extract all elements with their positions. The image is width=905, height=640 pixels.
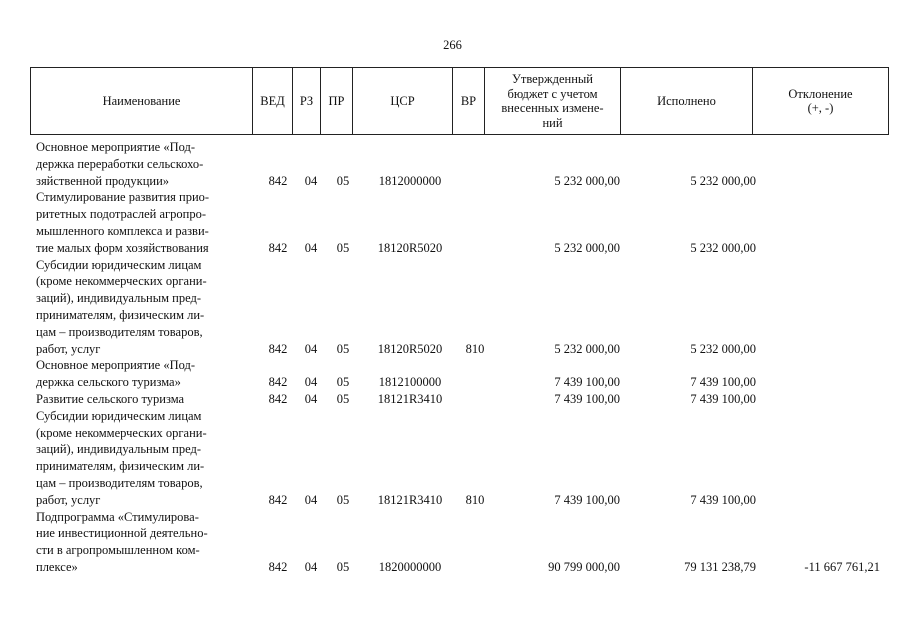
- table-row: [0, 357, 905, 391]
- row-name-line: Развитие сельского туризма: [36, 391, 185, 406]
- row-name-line: работ, услуг: [36, 492, 101, 507]
- row-pr: 05: [336, 341, 350, 356]
- row-ved: 842: [268, 173, 288, 188]
- row-csr: 18120R5020: [377, 341, 443, 356]
- row-name-line: Субсидии юридическим лицам: [36, 257, 202, 272]
- table-row: [0, 257, 905, 358]
- row-rz: 04: [304, 173, 318, 188]
- row-name: [36, 408, 251, 509]
- row-pr: 05: [336, 492, 350, 507]
- row-name-line: держка переработки сельскохо-: [36, 156, 204, 171]
- row-csr: 1812100000: [378, 375, 442, 390]
- row-rz: 04: [304, 559, 318, 574]
- row-ved: 842: [268, 240, 288, 255]
- header-ved: ВЕД: [253, 68, 293, 135]
- header-approved-line: Утвержденный: [512, 72, 593, 86]
- header-rz: РЗ: [293, 68, 321, 135]
- table-row: [0, 408, 905, 509]
- row-vr: 810: [465, 341, 485, 356]
- row-rz: 04: [304, 341, 318, 356]
- header-approved-line: бюджет с учетом: [507, 86, 598, 101]
- row-name-line: ритетных подотраслей агропро-: [36, 207, 206, 222]
- row-pr: 05: [336, 559, 350, 574]
- row-csr: 18121R3410: [377, 492, 443, 507]
- row-csr: 18121R3410: [377, 391, 443, 406]
- row-ved: 842: [268, 341, 288, 356]
- row-name-line: ние инвестиционной деятельно-: [36, 526, 208, 541]
- row-name-line: зяйственной продукции»: [36, 173, 170, 188]
- row-name-line: принимателям, физическим ли-: [36, 307, 205, 322]
- row-csr: 1812000000: [378, 173, 442, 188]
- row-name: [36, 189, 251, 256]
- row-name-line: тие малых форм хозяйствования: [36, 240, 209, 255]
- row-ved: 842: [268, 559, 288, 574]
- row-executed: 5 232 000,00: [690, 240, 756, 255]
- row-ved: 842: [268, 492, 288, 507]
- header-pr: ПР: [321, 68, 353, 135]
- row-name: [36, 509, 251, 576]
- row-executed: 5 232 000,00: [690, 341, 756, 356]
- row-approved: 5 232 000,00: [554, 173, 620, 188]
- table-row: [0, 189, 905, 256]
- row-csr: 1820000000: [378, 559, 442, 574]
- page-number: 266: [443, 38, 462, 52]
- header-executed: Исполнено: [621, 68, 753, 135]
- row-executed: 5 232 000,00: [690, 173, 756, 188]
- row-pr: 05: [336, 375, 350, 390]
- row-name: [36, 357, 251, 391]
- row-name-line: Основное мероприятие «Под-: [36, 140, 196, 154]
- row-approved: 7 439 100,00: [554, 391, 620, 406]
- table-row: [0, 391, 905, 408]
- row-pr: 05: [336, 391, 350, 406]
- header-approved-line: ний: [542, 115, 563, 130]
- header-csr: ЦСР: [353, 68, 453, 135]
- row-deviation: -11 667 761,21: [804, 559, 880, 574]
- row-name-line: держка сельского туризма»: [36, 375, 181, 390]
- row-name-line: работ, услуг: [36, 341, 101, 356]
- table-body: [0, 139, 905, 576]
- row-executed: 79 131 238,79: [684, 559, 756, 574]
- row-name-line: мышленного комплекса и разви-: [36, 223, 209, 238]
- row-name-line: Стимулирование развития прио-: [36, 190, 210, 205]
- header-deviation-line: Отклонение: [788, 86, 853, 101]
- header-approved: [485, 68, 621, 135]
- row-name-line: заций), индивидуальным пред-: [36, 442, 201, 457]
- table-header: [30, 67, 889, 135]
- row-rz: 04: [304, 240, 318, 255]
- row-name-line: (кроме некоммерческих органи-: [36, 425, 207, 440]
- row-executed: 7 439 100,00: [690, 375, 756, 390]
- row-approved: 7 439 100,00: [554, 492, 620, 507]
- row-approved: 7 439 100,00: [554, 375, 620, 390]
- header-vr: ВР: [453, 68, 485, 135]
- header-approved-line: внесенных измене-: [501, 101, 604, 115]
- row-name: [36, 257, 251, 358]
- row-name: [36, 139, 251, 189]
- row-pr: 05: [336, 173, 350, 188]
- row-name-line: цам – производителям товаров,: [36, 324, 203, 339]
- header-deviation-line: (+, -): [807, 101, 834, 115]
- row-name-line: цам – производителям товаров,: [36, 475, 203, 490]
- row-name-line: Основное мероприятие «Под-: [36, 358, 196, 373]
- row-name-line: сти в агропромышленном ком-: [36, 543, 200, 558]
- row-name-line: Субсидии юридическим лицам: [36, 408, 202, 423]
- row-rz: 04: [304, 375, 318, 390]
- row-name-line: принимателям, физическим ли-: [36, 459, 205, 474]
- table-row: [0, 139, 905, 189]
- row-name: [36, 391, 251, 408]
- row-rz: 04: [304, 391, 318, 406]
- header-name: Наименование: [31, 68, 253, 135]
- header-deviation: [753, 68, 889, 135]
- row-approved: 5 232 000,00: [554, 240, 620, 255]
- row-name-line: Подпрограмма «Стимулирова-: [36, 509, 199, 524]
- row-rz: 04: [304, 492, 318, 507]
- row-executed: 7 439 100,00: [690, 391, 756, 406]
- row-ved: 842: [268, 375, 288, 390]
- row-approved: 90 799 000,00: [548, 559, 620, 574]
- row-executed: 7 439 100,00: [690, 492, 756, 507]
- row-csr: 18120R5020: [377, 240, 443, 255]
- row-approved: 5 232 000,00: [554, 341, 620, 356]
- row-vr: 810: [465, 492, 485, 507]
- row-name-line: плексе»: [36, 559, 78, 574]
- row-name-line: (кроме некоммерческих органи-: [36, 274, 207, 289]
- row-pr: 05: [336, 240, 350, 255]
- table-row: [0, 509, 905, 576]
- row-ved: 842: [268, 391, 288, 406]
- row-name-line: заций), индивидуальным пред-: [36, 291, 201, 306]
